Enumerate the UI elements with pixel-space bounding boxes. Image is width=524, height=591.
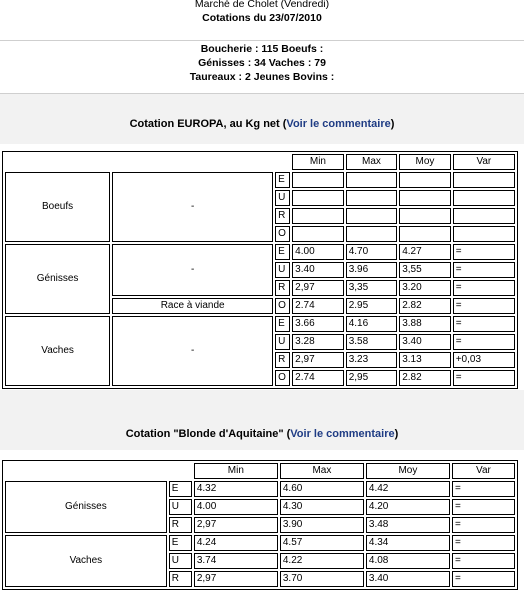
var-cell: = [453,262,515,278]
category-cell: Vaches [5,535,167,587]
min-cell: 3.74 [194,553,278,569]
grade-cell: R [169,517,192,533]
min-cell: 2.74 [292,298,344,314]
column-header-var: Var [453,154,515,170]
column-header-max: Max [280,463,364,479]
moy-cell [399,208,451,224]
subcategory-cell: - [112,316,273,386]
grade-cell: U [275,334,290,350]
grade-cell: O [275,298,290,314]
blonde-comment-link[interactable]: Voir le commentaire [290,428,395,440]
grade-cell: R [169,571,192,587]
min-cell: 4.32 [194,481,278,497]
min-cell: 2,97 [194,517,278,533]
moy-cell: 3,55 [399,262,451,278]
var-cell [453,172,515,188]
subcategory-cell: Race à viande [112,298,273,314]
europa-title [0,118,524,130]
min-cell [292,172,344,188]
moy-cell: 3.88 [399,316,451,332]
europa-title-close: ) [390,118,395,130]
max-cell: 4.70 [346,244,398,260]
header-divider [0,40,524,41]
column-header-min: Min [292,154,344,170]
max-cell: 4.57 [280,535,364,551]
column-header-var: Var [452,463,515,479]
cotations-date: Cotations du 23/07/2010 [202,12,322,24]
grade-cell: R [275,280,290,296]
grade-cell: U [275,190,290,206]
moy-cell: 3.40 [399,334,451,350]
moy-cell: 3.48 [366,517,450,533]
moy-cell: 2.82 [399,298,451,314]
max-cell: 2,95 [346,370,398,386]
stats-line-2: Génisses : 34 Vaches : 79 [198,57,326,69]
moy-cell: 3.13 [399,352,451,368]
var-cell: = [452,571,515,587]
min-cell: 2,97 [292,352,344,368]
var-cell [453,226,515,242]
min-cell: 4.24 [194,535,278,551]
min-cell: 3.28 [292,334,344,350]
moy-cell: 4.08 [366,553,450,569]
blonde-title [0,428,524,440]
max-cell: 4.60 [280,481,364,497]
stats-line-1: Boucherie : 115 Boeufs : [200,43,324,55]
max-cell: 4.16 [346,316,398,332]
table-row [5,172,515,188]
header-spacer [5,154,290,170]
europa-header-row [5,154,515,170]
table-row [5,244,515,260]
var-cell: +0,03 [453,352,515,368]
grade-cell: E [275,172,290,188]
blonde-table [2,460,518,590]
grade-cell: O [275,370,290,386]
grade-cell: E [169,481,192,497]
min-cell: 4.00 [292,244,344,260]
min-cell [292,190,344,206]
var-cell [453,208,515,224]
var-cell: = [452,517,515,533]
grade-cell: E [275,244,290,260]
subcategory-cell: - [112,244,273,296]
category-cell: Génisses [5,244,110,314]
moy-cell: 4.20 [366,499,450,515]
moy-cell: 2.82 [399,370,451,386]
europa-comment-link[interactable]: Voir le commentaire [286,118,391,130]
subcategory-cell: - [112,172,273,242]
max-cell: 2.95 [346,298,398,314]
moy-cell [399,172,451,188]
var-cell [453,190,515,206]
max-cell: 3.70 [280,571,364,587]
max-cell: 3,35 [346,280,398,296]
min-cell: 2.74 [292,370,344,386]
var-cell: = [453,244,515,260]
grade-cell: R [275,208,290,224]
europa-table [2,151,518,389]
max-cell: 3.23 [346,352,398,368]
min-cell: 3.66 [292,316,344,332]
grade-cell: R [275,352,290,368]
max-cell [346,190,398,206]
blonde-header-row [5,463,515,479]
moy-cell: 4.42 [366,481,450,497]
moy-cell: 4.34 [366,535,450,551]
grade-cell: U [169,553,192,569]
max-cell: 3.90 [280,517,364,533]
min-cell [292,208,344,224]
header-spacer [5,463,192,479]
min-cell: 2,97 [292,280,344,296]
moy-cell: 3.20 [399,280,451,296]
max-cell [346,208,398,224]
var-cell: = [453,316,515,332]
var-cell: = [453,334,515,350]
category-cell: Génisses [5,481,167,533]
min-cell: 4.00 [194,499,278,515]
grade-cell: U [169,499,192,515]
max-cell: 3.58 [346,334,398,350]
var-cell: = [452,535,515,551]
min-cell: 3.40 [292,262,344,278]
grade-cell: O [275,226,290,242]
min-cell: 2,97 [194,571,278,587]
column-header-max: Max [346,154,398,170]
var-cell: = [453,370,515,386]
var-cell: = [452,499,515,515]
table-row [5,316,515,332]
grade-cell: E [275,316,290,332]
var-cell: = [453,298,515,314]
grade-cell: U [275,262,290,278]
min-cell [292,226,344,242]
max-cell: 4.30 [280,499,364,515]
column-header-min: Min [194,463,278,479]
max-cell [346,172,398,188]
var-cell: = [452,481,515,497]
stats-line-3: Taureaux : 2 Jeunes Bovins : [189,71,335,83]
var-cell: = [452,553,515,569]
blonde-title-band [0,390,524,450]
table-row [5,535,515,551]
blonde-title-text: Cotation "Blonde d'Aquitaine" ( [125,428,291,440]
column-header-moy: Moy [366,463,450,479]
blonde-title-close: ) [394,428,399,440]
column-header-moy: Moy [399,154,451,170]
table-row [5,481,515,497]
moy-cell: 3.40 [366,571,450,587]
var-cell: = [453,280,515,296]
europa-title-text: Cotation EUROPA, au Kg net ( [129,118,287,130]
max-cell [346,226,398,242]
category-cell: Boeufs [5,172,110,242]
market-name: Marché de Cholet (Vendredi) [194,0,330,10]
grade-cell: E [169,535,192,551]
moy-cell: 4.27 [399,244,451,260]
moy-cell [399,226,451,242]
max-cell: 3.96 [346,262,398,278]
moy-cell [399,190,451,206]
max-cell: 4.22 [280,553,364,569]
category-cell: Vaches [5,316,110,386]
